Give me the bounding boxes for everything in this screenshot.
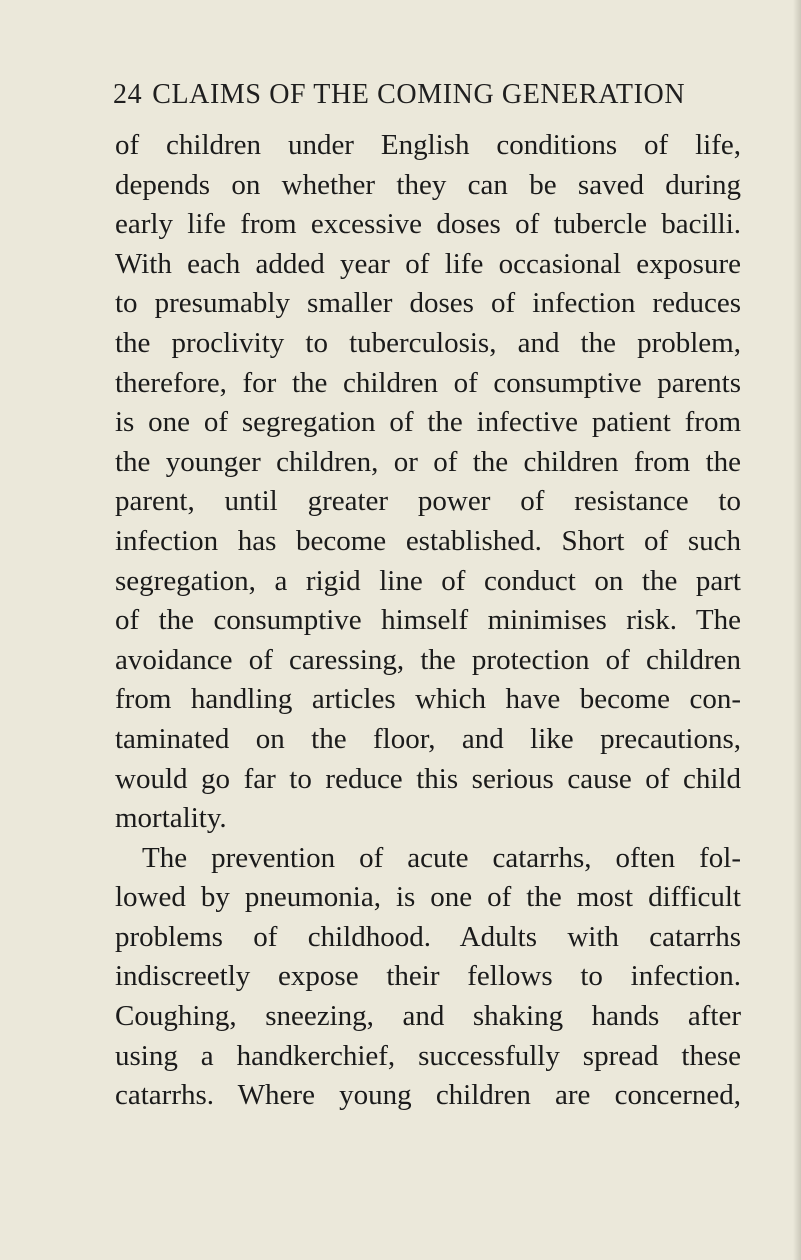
text-line: depends on whether they can be saved during	[115, 168, 741, 201]
text-line: The prevention of acute catarrhs, often fol-	[142, 841, 741, 874]
text-line: early life from excessive doses of tubercle bacilli.	[115, 208, 741, 241]
text-line: catarrhs. Where young children are concerned,	[115, 1079, 741, 1112]
text-line: is one of segregation of the infective patient from	[115, 406, 741, 439]
running-head-title: CLAIMS OF THE COMING GENERATION	[152, 79, 686, 110]
page-edge-shadow	[793, 0, 801, 1260]
text-line: the proclivity to tuberculosis, and the problem,	[115, 326, 741, 359]
text-line: lowed by pneumonia, is one of the most difficult	[115, 881, 741, 914]
text-line: of children under English conditions of life,	[115, 129, 741, 161]
body-text	[115, 126, 741, 1116]
text-line: infection has become established. Short of such	[115, 524, 741, 557]
text-line: from handling articles which have become con-	[115, 683, 741, 716]
text-line: Coughing, sneezing, and shaking hands after	[115, 1000, 741, 1033]
page-number: 24	[113, 79, 143, 110]
text-line: taminated on the floor, and like precautions,	[115, 722, 741, 755]
text-line: to presumably smaller doses of infection reduces	[115, 287, 741, 320]
text-line: using a handkerchief, successfully spread these	[115, 1039, 741, 1072]
text-line: the younger children, or of the children from the	[115, 445, 741, 478]
text-line: segregation, a rigid line of conduct on the part	[115, 564, 741, 597]
text-line: With each added year of life occasional exposure	[115, 247, 741, 280]
running-head	[113, 79, 753, 111]
text-line: parent, until greater power of resistance to	[115, 485, 741, 518]
text-line: mortality.	[115, 802, 227, 835]
text-line: of the consumptive himself minimises risk. The	[115, 604, 741, 637]
text-line: avoidance of caressing, the protection of children	[115, 643, 741, 676]
text-line: therefore, for the children of consumptive parents	[115, 366, 741, 399]
text-line: problems of childhood. Adults with catarrhs	[115, 920, 741, 953]
text-line: would go far to reduce this serious cause of child	[115, 762, 741, 795]
text-line: indiscreetly expose their fellows to infection.	[115, 960, 741, 993]
